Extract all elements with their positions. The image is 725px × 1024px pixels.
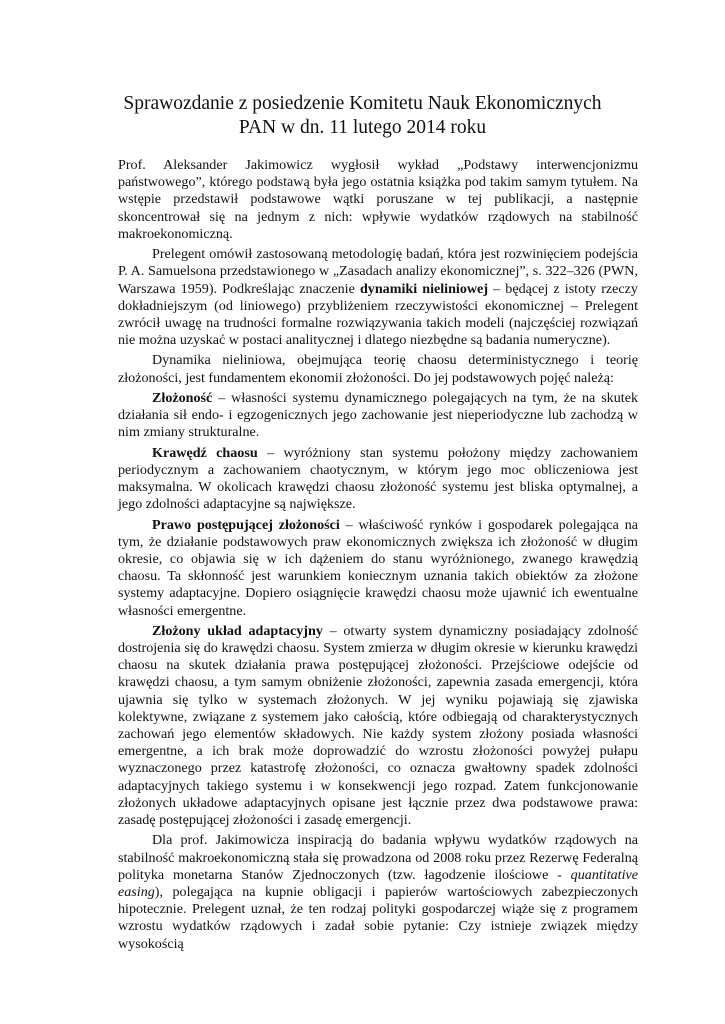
- paragraph-text: Prelegent omówił zastosowaną metodologię badań, która jest rozwinięciem podejścia P. A. Samuelsona przedstawionego w „Zasadach analizy ekonomicznej”, s. 322–326 (PWN, Warszawa 1959). Podkreślając znaczenie: [118, 246, 638, 297]
- document-body: [118, 157, 638, 953]
- definition-edge-of-chaos: [118, 445, 638, 514]
- paragraph-inspiration: [118, 832, 638, 952]
- definition-text: – wyróżniony stan systemu położony między zachowaniem periodycznym a zachowaniem chaotycznym, w którym jego moc obliczeniowa jest maksymalna. W okolicach krawędzi chaosu złożoność systemu jest bliska optymalnej, a jego zdolności adaptacyjne są największe.: [118, 444, 638, 513]
- paragraph-nonlinear: Dynamika nieliniowa, obejmująca teorię chaosu deterministycznego i teorię złożoności, jest fundamentem ekonomii złożoności. Do jej podstawowych pojęć należą:: [118, 352, 638, 386]
- term-nonlinear-dynamics: dynamiki nieliniowej: [359, 280, 489, 297]
- definition-text: – właściwość rynków i gospodarek polegająca na tym, że działanie podstawowych praw ekonomicznych zwiększa ich złożoność w długim okresie, co objawia się w ich dążeniem do stanu wyróżnionego, zwanego krawędzią chaosu. Ta skłonność jest warunkiem koniecznym uznania takich obiektów za złożone systemy adaptacyjne. Dopiero osiągnięcie krawędzi chaosu może ujawnić ich ewentualne własności emergentne.: [118, 516, 639, 619]
- title-line-2: PAN w dn. 11 lutego 2014 roku: [238, 117, 487, 138]
- paragraph-text: Dla prof. Jakimowicza inspiracją do badania wpływu wydatków rządowych na stabilność makroekonomiczną stała się prowadzona od 2008 roku przez Rezerwę Federalną polityka monetarna Stanów Zjednoczonych (tzw. łagodzenie ilościowe -: [118, 832, 638, 883]
- term-complex-adaptive-system: Złożony układ adaptacyjny: [152, 622, 323, 639]
- term-quantitative-easing: quantitative easing: [118, 866, 638, 900]
- definition-complexity: [118, 390, 638, 442]
- paragraph-text: ), polegająca na kupnie obligacji i papierów wartościowych zabezpieczonych hipotecznie. Prelegent uznał, że ten rodzaj polityki gospodarczej wiąże się z programem wzrostu wydatków rządowych i zadał sobie pytanie: Czy istnieje związek między wysokością: [118, 883, 638, 952]
- definition-complex-adaptive-system: [118, 623, 638, 829]
- page-title: [100, 92, 625, 140]
- definition-text: – własności systemu dynamicznego polegających na tym, że na skutek działania sił endo- i egzogenicznych jego zachowanie jest nieperiodyczne lub zachodzą w nim zmiany strukturalne.: [118, 389, 638, 441]
- paragraph-intro: Prof. Aleksander Jakimowicz wygłosił wykład „Podstawy interwencjonizmu państwowego”, którego podstawą była jego ostatnia książka pod takim samym tytułem. Na wstępie przedstawił podstawowe wątki poruszane w tej publikacji, a następnie skoncentrował się na jednym z nich: wpływie wydatków rządowych na stabilność makroekonomiczną.: [118, 157, 638, 242]
- title-line-1: Sprawozdanie z posiedzenie Komitetu Nauk Ekonomicznych: [123, 93, 602, 114]
- definition-text: – otwarty system dynamiczny posiadający zdolność dostrojenia się do krawędzi chaosu. System zmierza w długim okresie w kierunku krawędzi chaosu na skutek działania prawa postępującej złożoności. Przejściowe odejście od krawędzi chaosu, a tym samym obniżenie złożoności, zapewnia zasada emergencji, która ujawnia się tylko w systemach złożonych. W jej wyniku pojawiają się zjawiska kolektywne, związane z systemem jako całością, które odbiegają od charakterystycznych zachowań jego elementów składowych. Nie każdy system złożony posiada własności emergentne, a ich brak może doprowadzić do wzrostu złożoności powyżej pułapu wyznaczonego przez katastrofę złożoności, co oznacza gwałtowny spadek zdolności adaptacyjnych takiego systemu i w konsekwencji jego rozpad. Zatem funkcjonowanie złożonych układowe adaptacyjnych opisane jest łącznie przez dwa podstawowe prawa: zasadę postępującej złożoności i zasadę emergencji.: [118, 622, 638, 829]
- definition-progressive-complexity: [118, 517, 638, 620]
- term-progressive-complexity: Prawo postępującej złożoności: [152, 516, 340, 533]
- paragraph-text: – będącej z istoty rzeczy dokładniejszym (od liniowego) przybliżeniem rzeczywistości ekonomicznej – Prelegent zwrócił uwagę na trudności formalne rozwiązywania takich modeli (najczęściej rozwiązań nie można uzyskać w postaci analitycznej i dlatego niezbędne są badania numeryczne).: [118, 280, 638, 349]
- term-edge-of-chaos: Krawędź chaosu: [152, 444, 258, 461]
- paragraph-methodology: [118, 246, 638, 349]
- term-complexity: Złożoność: [152, 389, 213, 406]
